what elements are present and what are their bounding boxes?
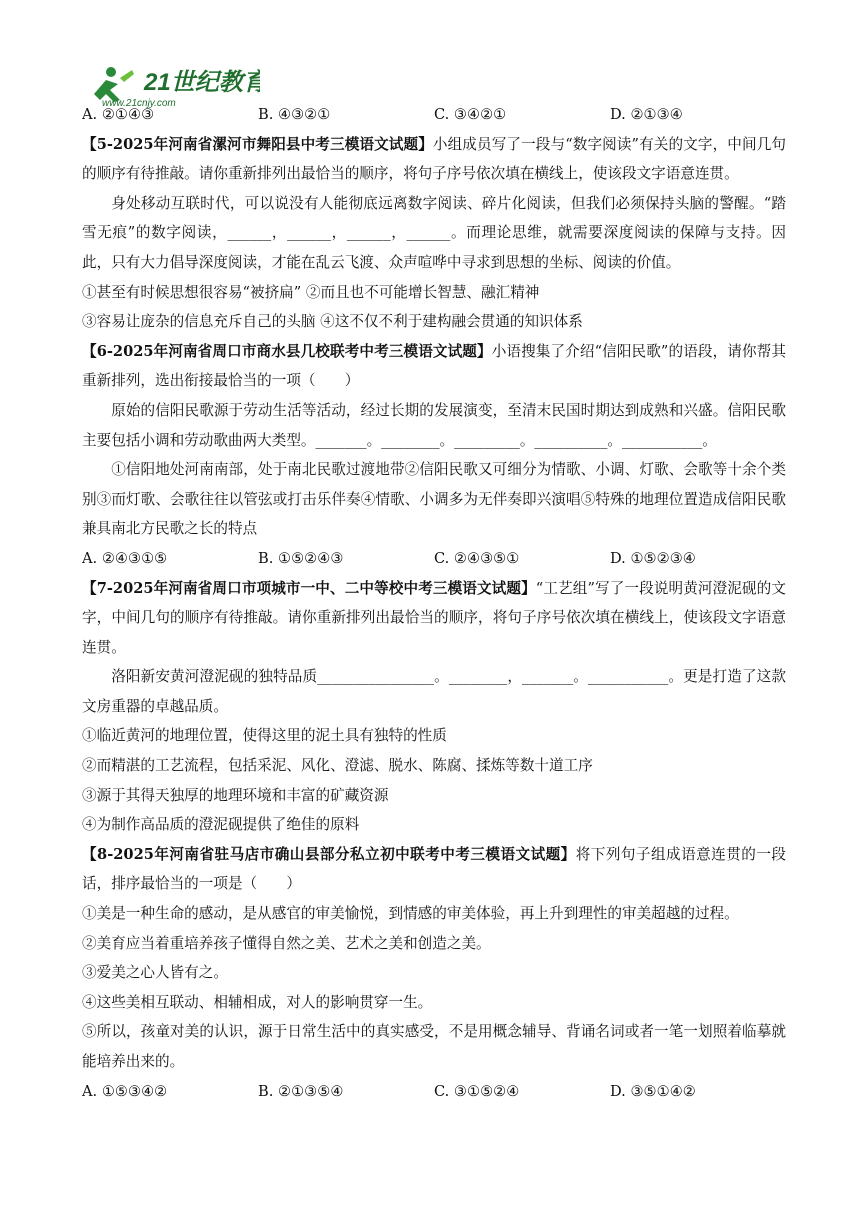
q8-option-c: C. ③①⑤②④	[434, 1082, 520, 1100]
q6-question	[82, 337, 786, 396]
q8-options	[82, 1077, 786, 1107]
q6-source: 【6-2025年河南省周口市商水县几校联考中考三模语文试题】	[82, 342, 492, 360]
q6-option-d: D. ①⑤②③④	[610, 549, 696, 567]
q7-item-3: ③源于其得天独厚的地理环境和丰富的矿藏资源	[82, 786, 389, 804]
q5-passage: 身处移动互联时代，可以说没有人能彻底远离数字阅读、碎片化阅读，但我们必须保持头脑的警醒。“踏雪无痕”的数字阅读，______，______，______，______。而理论思维，就需要深度阅读的保障与支持。因此，只有大力倡导深度阅读，才能在乱云飞渡、众声喧哗中寻求到思想的坐标、阅读的价值。	[82, 194, 786, 271]
q8-item-5: ⑤所以，孩童对美的认识，源于日常生活中的真实感受，不是用概念辅导、背诵名词或者一笔一划照着临摹就能培养出来的。	[82, 1023, 786, 1070]
q4-option-d: D. ②①③④	[610, 106, 683, 123]
q5-question	[82, 130, 786, 189]
q5-source: 【5-2025年河南省漯河市舞阳县中考三模语文试题】	[82, 135, 433, 153]
document-body	[82, 100, 786, 1106]
q6-sentences: ①信阳地处河南南部，处于南北民歌过渡地带②信阳民歌又可细分为情歌、小调、灯歌、会歌等十余个类别③而灯歌、会歌往往以管弦或打击乐伴奏④情歌、小调多为无伴奏即兴演唱⑤特殊的地理位置造成信阳民歌兼具南北方民歌之长的特点	[82, 461, 786, 538]
q7-prompt: “工艺组”写了一段说明黄河澄泥砚的文字，中间几句的顺序有待推敲。请你重新排列出最恰当的顺序，将句子序号依次填在横线上，使该段文字语意连贯。	[82, 579, 786, 656]
q7-passage: 洛阳新安黄河澄泥砚的独特品质________________。________，_______。___________。更是打造了这款文房重器的卓越品质。	[82, 668, 786, 715]
q4-option-c: C. ③④②①	[434, 106, 507, 123]
q8-item-2: ②美育应当着重培养孩子懂得自然之美、艺术之美和创造之美。	[82, 934, 491, 952]
q7-item-2: ②而精湛的工艺流程，包括采泥、风化、澄滤、脱水、陈腐、揉炼等数十道工序	[82, 757, 593, 775]
q8-prompt: 将下列句子组成语意连贯的一段话，排序最恰当的一项是（ ）	[82, 845, 786, 893]
q6-option-a: A. ②④③①⑤	[82, 549, 168, 567]
q6-option-c: C. ②④③⑤①	[434, 549, 520, 567]
q8-option-d: D. ③⑤①④②	[610, 1082, 696, 1100]
q6-passage: 原始的信阳民歌源于劳动生活等活动，经过长期的发展演变，至清末民国时期达到成熟和兴盛。信阳民歌主要包括小调和劳动歌曲两大类型。_______。________。_________。__________。___________。	[82, 401, 786, 449]
q6-option-b: B. ①⑤②④③	[258, 549, 344, 567]
q8-question	[82, 840, 786, 899]
q8-item-3: ③爱美之心人皆有之。	[82, 964, 228, 982]
q4-options	[82, 100, 786, 130]
q8-option-a: A. ①⑤③④②	[82, 1082, 168, 1100]
q6-prompt: 小语搜集了介绍“信阳民歌”的语段，请你帮其重新排列，选出衔接最恰当的一项（ ）	[82, 342, 786, 390]
q7-source: 【7-2025年河南省周口市项城市一中、二中等校中考三模语文试题】	[82, 579, 536, 597]
q8-item-1: ①美是一种生命的感动，是从感官的审美愉悦，到情感的审美体验，再上升到理性的审美超越的过程。	[82, 905, 739, 923]
logo-url: www.21cnjy.com	[102, 98, 176, 108]
q5-prompt: 小组成员写了一段与“数字阅读”有关的文字，中间几句的顺序有待推敲。请你重新排列出最恰当的顺序，将句子序号依次填在横线上，使该段文字语意连贯。	[82, 135, 786, 183]
q5-items-2: ③容易让庞杂的信息充斥自己的头脑 ④这不仅不利于建构融会贯通的知识体系	[82, 313, 583, 331]
q5-items-1: ①甚至有时候思想很容易“被挤扁” ②而且也不可能增长智慧、融汇精神	[82, 283, 540, 301]
q8-source: 【8-2025年河南省驻马店市确山县部分私立初中联考中考三模语文试题】	[82, 845, 576, 863]
q4-option-b: B. ④③②①	[258, 106, 331, 123]
q7-item-4: ④为制作高品质的澄泥砚提供了绝佳的原料	[82, 816, 360, 834]
logo-mark: 21世纪教育	[144, 69, 260, 96]
q8-item-4: ④这些美相互联动、相辅相成，对人的影响贯穿一生。	[82, 993, 433, 1011]
q7-question	[82, 574, 786, 663]
q4-option-a: A. ②①④③	[82, 106, 155, 123]
q6-options	[82, 544, 786, 574]
q8-option-b: B. ②①③⑤④	[258, 1082, 344, 1100]
q7-item-1: ①临近黄河的地理位置，使得这里的泥土具有独特的性质	[82, 727, 447, 745]
